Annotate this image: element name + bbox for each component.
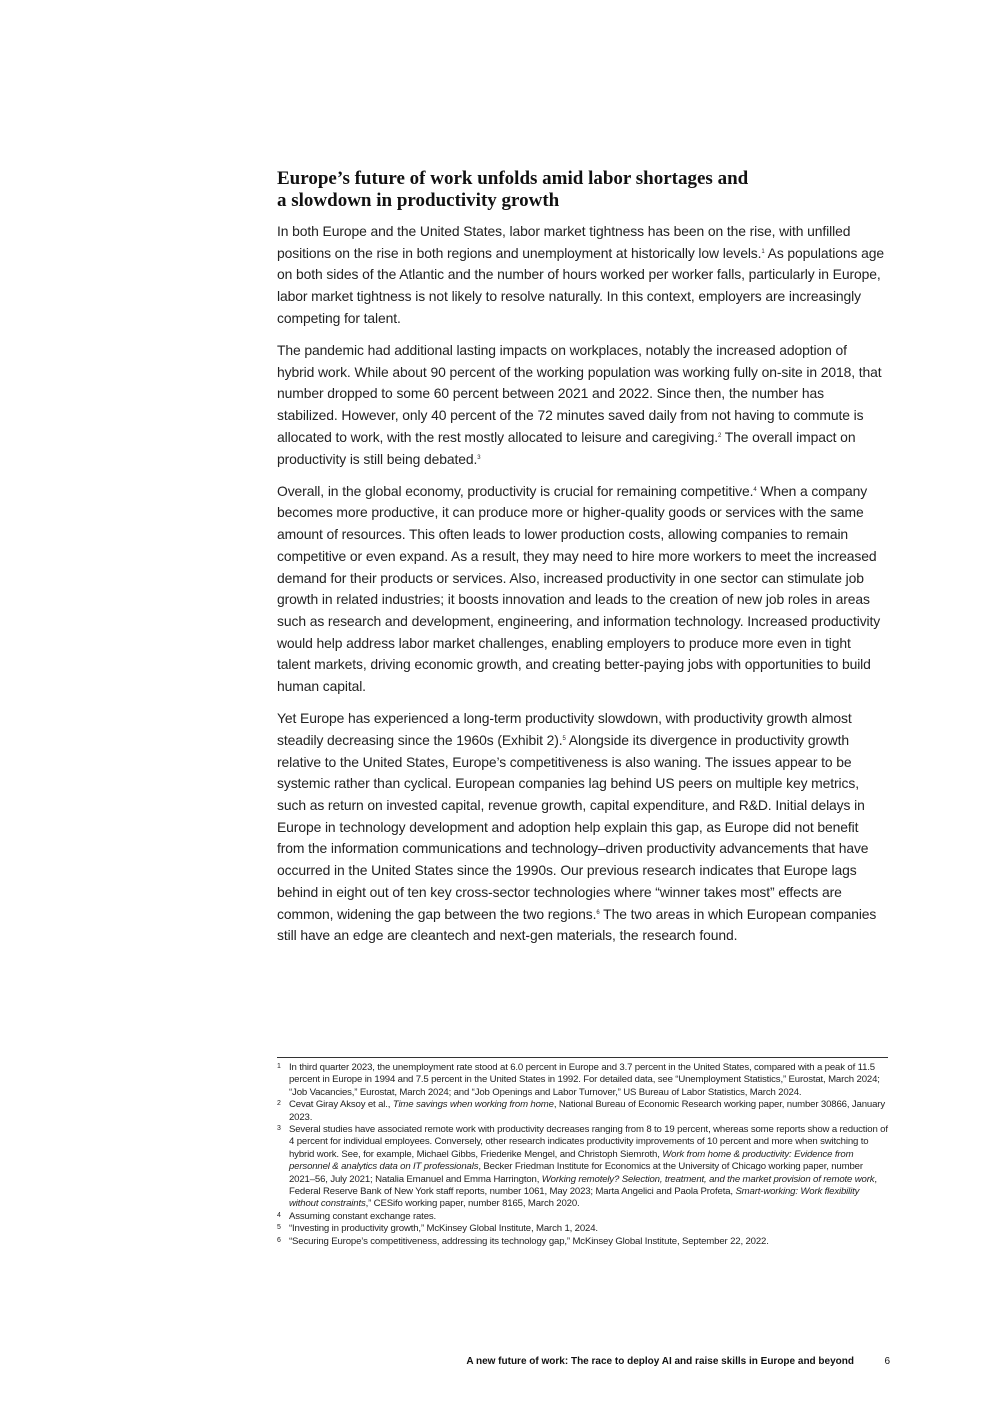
footnote-4 [277,1211,888,1223]
paragraph-3 [277,481,887,698]
page-footer [420,1356,890,1367]
paragraph-2 [277,340,887,470]
footnote-3 [277,1124,888,1211]
footnote-text: “Investing in productivity growth,” McKinsey Global Institute, March 1, 2024. [289,1223,598,1235]
footnote-text-part: In third quarter 2023, the unemployment rate stood at 6.0 percent in Europe and 3.7 percent in the United States, compared with a peak of 11.5 percent in Europe in 1994 and 7.5 percent in the United States in 1992. For detailed data, see “Unemployment Statistics,” Eurostat, March 2024; “Job Vacancies,” Eurostat, March 2024; and “Job Openings and Labor Turnover,” US Bureau of Labor Statistics, March 2024. [289,1062,880,1098]
footnote-number: 6 [277,1236,281,1244]
footnote-5 [277,1223,888,1235]
footnote-text-part: , National Bureau of Economic Research working paper, number 30866, January 2023. [289,1099,885,1123]
paragraph-text: Alongside its divergence in productivity growth relative to the United States, Europe’s competitiveness is also waning. The issues appear to be systemic rather than cyclical. European companies lag behind US peers on multiple key metrics, such as return on invested capital, revenue growth, capital expenditure, and R&D. Initial delays in Europe in technology development and adoption help explain this gap, as Europe did not benefit from the information communications and technology–driven productivity advancements that have occurred in the United States since the 1990s. Our previous research indicates that Europe lags behind in eight out of ten key cross-sector technologies where “winner takes most” effects are common, widening the gap between the two regions. [277,731,869,922]
article-body [277,168,887,958]
footnote-ref-2[interactable]: 2 [717,432,722,439]
paragraph-text: As populations age on both sides of the Atlantic and the number of hours worked per worker falls, particularly in Europe, labor market tightness is not likely to resolve naturally. In this context, employers are increasingly competing for talent. [277,244,885,326]
page-number: 6 [884,1356,890,1367]
paragraph-1 [277,221,887,330]
footnote-citation-title: Time savings when working from home [392,1099,554,1111]
paragraph-4 [277,708,887,947]
footnote-ref-4[interactable]: 4 [753,486,757,493]
footnote-ref-3[interactable]: 3 [477,454,481,461]
footnote-text [289,1099,888,1124]
footnote-citation-title: Working remotely? Selection, treatment, and the market provision of remote work [541,1173,875,1185]
footnotes-section [277,1057,888,1248]
footnote-text-part: , Becker Friedman Institute for Economics at the University of Chicago working paper, number 2021–56, July 2021; Natalia Emanuel and Emma Harrington, [289,1161,863,1185]
footnote-ref-5[interactable]: 5 [562,735,566,742]
footnote-ref-1[interactable]: 1 [761,248,765,255]
footnote-number: 3 [277,1125,281,1133]
footnote-text: Assuming constant exchange rates. [289,1210,437,1222]
paragraph-text: In both Europe and the United States, labor market tightness has been on the rise, with unfilled positions on the rise in both regions and unemployment at historically low levels. [277,223,851,261]
paragraph-text: When a company becomes more productive, it can produce more or higher-quality goods or services with the same amount of resources. This often leads to lower production costs, allowing companies to remain competitive or even expand. As a result, they may need to hire more workers to meet the increased demand for their products or services. Also, increased productivity in one sector can stimulate job growth in related industries; it boosts innovation and leads to the creation of new job roles in areas such as research and development, engineering, and information technology. Increased productivity would help address labor market challenges, enabling employers to produce more even in tight talent markets, driving economic growth, and creating better-paying jobs with opportunities to build human capital. [277,482,881,695]
footnote-text: “Securing Europe’s competitiveness, addressing its technology gap,” McKinsey Global Institute, September 22, 2022. [289,1235,769,1247]
footnote-text-part: Several studies have associated remote work with productivity decreases ranging from 8 to 19 percent, whereas some reports show a reduction of 4 percent for individual employees. Conversely, other research indicates productivity improvements of 10 percent and more when switching to hybrid work. See, for example, Michael Gibbs, Friederike Mengel, and Christoph Siemroth, [289,1124,888,1160]
footnote-1 [277,1062,888,1099]
paragraph-text: Overall, in the global economy, productivity is crucial for remaining competitive. [277,482,754,499]
footnote-number: 5 [277,1224,281,1232]
footer-title: A new future of work: The race to deploy AI and raise skills in Europe and beyond [466,1356,854,1367]
footnote-citation-title: Smart-working: Work flexibility without constraints [289,1186,860,1210]
footnote-ref-6[interactable]: 6 [596,909,600,916]
paragraph-text: The overall impact on productivity is still being debated. [277,428,856,467]
footnote-number: 1 [277,1063,281,1070]
footnote-number: 2 [277,1100,281,1108]
footnote-text-part: , Federal Reserve Bank of New York staff reports, number 1061, May 2023; Marta Angelici and Paola Profeta, [289,1173,877,1198]
footnote-number: 4 [277,1211,281,1219]
footnote-text-part: Cevat Giray Aksoy et al., [289,1099,393,1111]
footnote-citation-title: Work from home & productivity: Evidence from personnel & analytics data on IT professionals [289,1148,854,1173]
footnote-text [289,1062,888,1099]
section-heading: Europe’s future of work unfolds amid labor shortages and a slowdown in productivity growth [277,168,749,211]
footnote-text-part: ,” CESifo working paper, number 8165, March 2020. [365,1198,580,1210]
footnote-2 [277,1099,888,1124]
footnote-text [289,1124,888,1211]
paragraph-text: Yet Europe has experienced a long-term productivity slowdown, with productivity growth almost steadily decreasing since the 1960s (Exhibit 2). [277,710,852,748]
paragraph-text: The two areas in which European companies still have an edge are cleantech and next-gen materials, the research found. [277,905,877,944]
paragraph-text: The pandemic had additional lasting impacts on workplaces, notably the increased adoption of hybrid work. While about 90 percent of the working population was working fully on-site in 2018, that number dropped to some 60 percent between 2021 and 2022. Since then, the number has stabilized. However, only 40 percent of the 72 minutes saved daily from not having to commute is allocated to work, with the rest mostly allocated to leisure and caregiving. [277,342,882,445]
footnote-6 [277,1236,888,1248]
